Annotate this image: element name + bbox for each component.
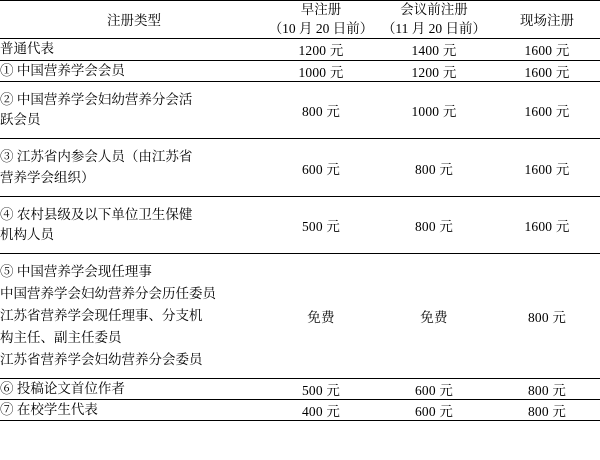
row-onsite-fee: 1600 元 [494,139,600,197]
row-preconference-fee: 800 元 [374,139,494,197]
row-early-fee: 400 元 [268,399,374,420]
table-row [0,81,600,139]
row-onsite-fee: 800 元 [494,254,600,378]
row-early-fee: 800 元 [268,81,374,139]
row-onsite-fee: 1600 元 [494,81,600,139]
row-category: ② 中国营养学会妇幼营养分会活 跃会员 [0,81,268,139]
row-early-fee: 500 元 [268,196,374,254]
row-preconference-fee: 800 元 [374,196,494,254]
row-category: ① 中国营养学会会员 [0,60,268,81]
row-early-fee: 500 元 [268,378,374,399]
row-category: ④ 农村县级及以下单位卫生保健 机构人员 [0,196,268,254]
row-onsite-fee: 1600 元 [494,60,600,81]
table-row [0,60,600,81]
row-onsite-fee: 800 元 [494,399,600,420]
table-row [0,399,600,420]
row-preconference-fee: 免费 [374,254,494,378]
row-onsite-fee: 1600 元 [494,39,600,60]
table-row [0,139,600,197]
row-category: ③ 江苏省内参会人员（由江苏省 营养学会组织） [0,139,268,197]
row-early-fee: 600 元 [268,139,374,197]
table-body [0,39,600,421]
table-row [0,39,600,60]
column-header-onsite-registration: 现场注册 [494,1,600,39]
row-preconference-fee: 1200 元 [374,60,494,81]
table-row [0,378,600,399]
table-header-row [0,1,600,39]
row-category: ⑥ 投稿论文首位作者 [0,378,268,399]
row-category: 普通代表 [0,39,268,60]
column-header-early-registration: 早注册 （10 月 20 日前） [268,1,374,39]
table-header [0,1,600,39]
row-category: ⑦ 在校学生代表 [0,399,268,420]
table-row [0,254,600,378]
row-onsite-fee: 1600 元 [494,196,600,254]
row-early-fee: 1000 元 [268,60,374,81]
row-preconference-fee: 600 元 [374,378,494,399]
row-preconference-fee: 1400 元 [374,39,494,60]
column-header-preconference-registration: 会议前注册 （11 月 20 日前） [374,1,494,39]
column-header-category: 注册类型 [0,1,268,39]
row-onsite-fee: 800 元 [494,378,600,399]
table-row [0,196,600,254]
row-preconference-fee: 600 元 [374,399,494,420]
row-early-fee: 免费 [268,254,374,378]
row-early-fee: 1200 元 [268,39,374,60]
row-category: ⑤ 中国营养学会现任理事 中国营养学会妇幼营养分会历任委员 江苏省营养学会现任理事、分支机 构主任、副主任委员 江苏省营养学会妇幼营养分会委员 [0,254,268,378]
row-preconference-fee: 1000 元 [374,81,494,139]
